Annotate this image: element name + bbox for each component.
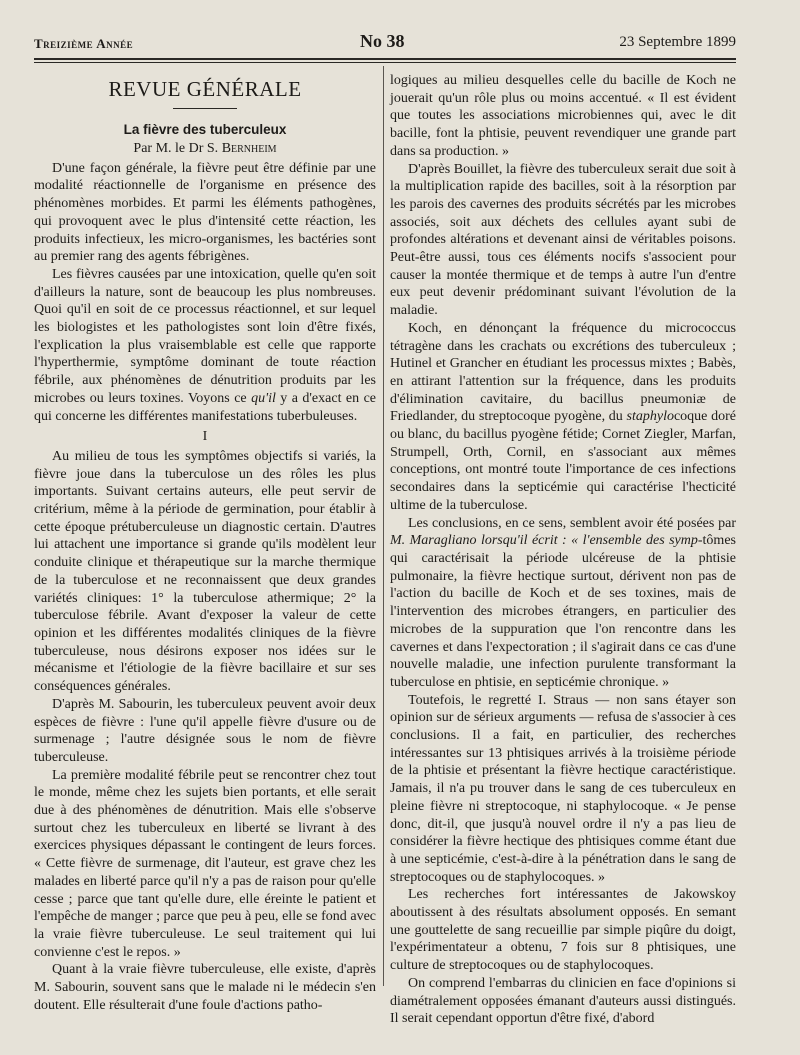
volume-year: Treizième Année (34, 36, 134, 51)
paragraph: Toutefois, le regretté I. Straus — non sans étayer son opinion sur de sérieux arguments — refusa de s'associer à ces conclusions. Il a fait, en particulier, des recherches intéressantes sur 13 phtisiques arrivés à la troisième période de la phtisie et présentant la fièvre hectique caractéristique. Jamais, il n'a pu trouver dans le sang de ces tuberculeux en pleine fièvre ni streptocoque, ni staphylocoque. « Je pense donc, dit-il, que jusqu'à nouvel ordre il n'y a pas lieu de considérer la fièvre hectique des phtisiques comme étant due à une septicémie, c'est-à-dire à la pénétration dans le sang de streptocoques ou de staphylocoques. » (390, 692, 736, 885)
paragraph (34, 266, 376, 425)
paragraph: D'après Bouillet, la fièvre des tuberculeux serait due soit à la multiplication rapide des bacilles, soit à la résorption par les parois des cavernes des produits sécrétés par les microbes associés, soit aux déchets des cellules ayant subi de profondes altérations et devenant ainsi de véritables poisons. Peut-être aussi, tous ces éléments nocifs s'associent pour causer la montée thermique et de temps à autre l'un d'entre eux peut devenir prédominant suivant l'évolution de la maladie. (390, 161, 736, 319)
left-column (34, 72, 376, 1014)
text-run: y a d'exact en ce qui concerne les différentes manifestations tuberbuleuses. (34, 390, 376, 424)
paragraph: logiques au milieu desquelles celle du bacille de Koch ne jouerait qu'un rôle plus ou moins accentué. « Il est évident que toutes les associations microbiennes qui, avec le dit bacille, font la phtisie, peuvent revendiquer une grande part dans sa production. » (390, 73, 736, 159)
paragraph: D'après M. Sabourin, les tuberculeux peuvent avoir deux espèces de fièvre : l'une qu'il appelle fièvre d'usure ou de surmenage ; l'autre désignée sous le nom de fièvre tuberculeuse. (34, 696, 376, 765)
text-run: Les conclusions, en ce sens, semblent avoir été posées par (408, 515, 736, 531)
paragraph: La première modalité fébrile peut se rencontrer chez tout le monde, même chez les sujets bien portants, et elle serait due à des phénomènes de dénutrition. Mais elle s'observe surtout chez les tuberculeux en liberté se livrant à des exercices physiques dépassant le contingent de leurs forces. « Cette fièvre de surmenage, dit l'auteur, est grave chez les malades en liberté parce qu'il n'y a pas de raison pour qu'elle cesse ; parce que tant qu'elle dure, elle éreinte le patient et l'empêche de manger ; parce que peu à peu, elle se fond avec la vraie fièvre tuberculeuse. Le seul traitement qui lui convienne c'est le repos. » (34, 767, 376, 960)
paragraph (390, 320, 736, 515)
section-title: REVUE GÉNÉRALE (108, 77, 302, 101)
paragraph (390, 515, 736, 692)
article-title: La fièvre des tuberculeux (123, 122, 287, 137)
byline-prefix: Par M. le Dr S. (133, 141, 222, 156)
paragraph: On comprend l'embarras du clinicien en face d'opinions si diamétralement opposées émanant d'auteurs aussi distingués. Il serait cependant opportun d'être fixé, d'abord (390, 975, 736, 1027)
masthead (34, 30, 736, 56)
right-column (390, 72, 736, 1028)
paragraph: Au milieu de tous les symptômes objectifs si variés, la fièvre joue dans la tuberculose un des rôles les plus importants. Suivant certains auteurs, elle peut servir de critérium, même à la période de germination, pour établir à cette époque prétuberculeuse un diagnostic certain. D'autres lui attachent une importance si grande qu'ils modèlent leur conduite clinique et thérapeutique sur la marche thermique de la tuberculose et ne reconnaissent que deux grandes variétés cliniques: 1° la tuberculose athermique; 2° la tuberculose fébrile. Avant d'exposer la valeur de cette opinion et les différentes modalités cliniques de la fièvre tuberculeuse, nous désirons exposer nos idées sur le mécanisme et l'étiologie de la fièvre bacillaire et sur ses conséquences générales. (34, 448, 376, 695)
column-divider (383, 66, 384, 986)
italic-text: qu'il (251, 390, 276, 406)
header-rule-thin (34, 62, 736, 63)
text-run: Koch, en dénonçant la fréquence du micrococcus tétragène dans les crachats ou excrétions des tuberculeux ; Hutinel et Grancher en étudiant les processus mixtes ; Babès, en attirant l'attention sur la fréquence, dans les produits d'élimination cavitaire, du bacillus pneumoniæ de Friedlander, du streptocoque pyogène, du (390, 320, 736, 425)
issue-number: No 38 (360, 31, 405, 51)
paragraph: Les recherches fort intéressantes de Jakowskoy aboutissent à des résultats absolument opposés. En semant une gouttelette de sang recueillie par simple piqûre du doigt, l'expérimentateur a obtenu, 7 fois sur 8 phtisiques, une culture de streptocoques ou de staphylocoques. (390, 887, 736, 974)
issue-date: 23 Septembre 1899 (619, 34, 736, 50)
author-name: Bernheim (221, 141, 277, 156)
text-run: tômes qui caractérisait la période ulcéreuse de la phtisie pulmonaire, la fièvre hectique surtout, dérivent non pas de l'action du bacille de Koch et de ses toxines, mais de l'intervention des microbes étrangers, en particulier des microbes de la suppuration que l'on rencontre dans les cavernes et dans l'expectoration ; il s'agirait dans ce cas d'une nouvelle maladie, une infection purulente transformant la tuberculose en phtisie, en septicémie chronique. » (390, 533, 736, 690)
text-run: coque doré ou blanc, du bacillus pyogène fétide; Cornet Ziegler, Marfan, Strumpell, Orth, Cornil, en s'associant aux mêmes conceptions, ont montré toute l'importance de ces infections secondaires dans la septicémie qui caractérise l'hecticité ultime de la tuberculose. (390, 409, 736, 513)
header-rule-thick (34, 58, 736, 60)
section-numeral: I (202, 429, 208, 445)
title-rule (173, 108, 237, 109)
italic-text: staphylo (626, 409, 674, 425)
paragraph: D'une façon générale, la fièvre peut être définie par une modalité réactionnelle de l'organisme en présence des phénomènes morbides. Et parmi les éléments pathogènes, qui provoquent avec le plus d'intensité cette réaction, les produits infectieux, les micro-organismes, les bactéries sont au premier rang des agents fébrigènes. (34, 160, 376, 265)
byline (34, 140, 376, 158)
italic-text: M. Maragliano lorsqu'il écrit : « l'ensemble des symp- (390, 533, 703, 549)
text-run: Les fièvres causées par une intoxication, quelle qu'en soit d'ailleurs la nature, sont de beaucoup les plus nombreuses. Quoi qu'il en soit de ce processus réactionnel, et sur lequel les biologistes et les pathologistes sont loin d'être fixés, l'explication la plus vraisemblable est celle que rapporte l'hyperthermie, symptôme dominant de toute réaction fébrile, aux phénomènes de dénutrition produits par les microbes ou leurs toxines. Voyons ce (34, 266, 376, 406)
paragraph: Quant à la vraie fièvre tuberculeuse, elle existe, d'après M. Sabourin, souvent sans que le malade ni le médecin s'en doutent. Elle résulterait d'une foule d'actions patho- (34, 962, 376, 1013)
